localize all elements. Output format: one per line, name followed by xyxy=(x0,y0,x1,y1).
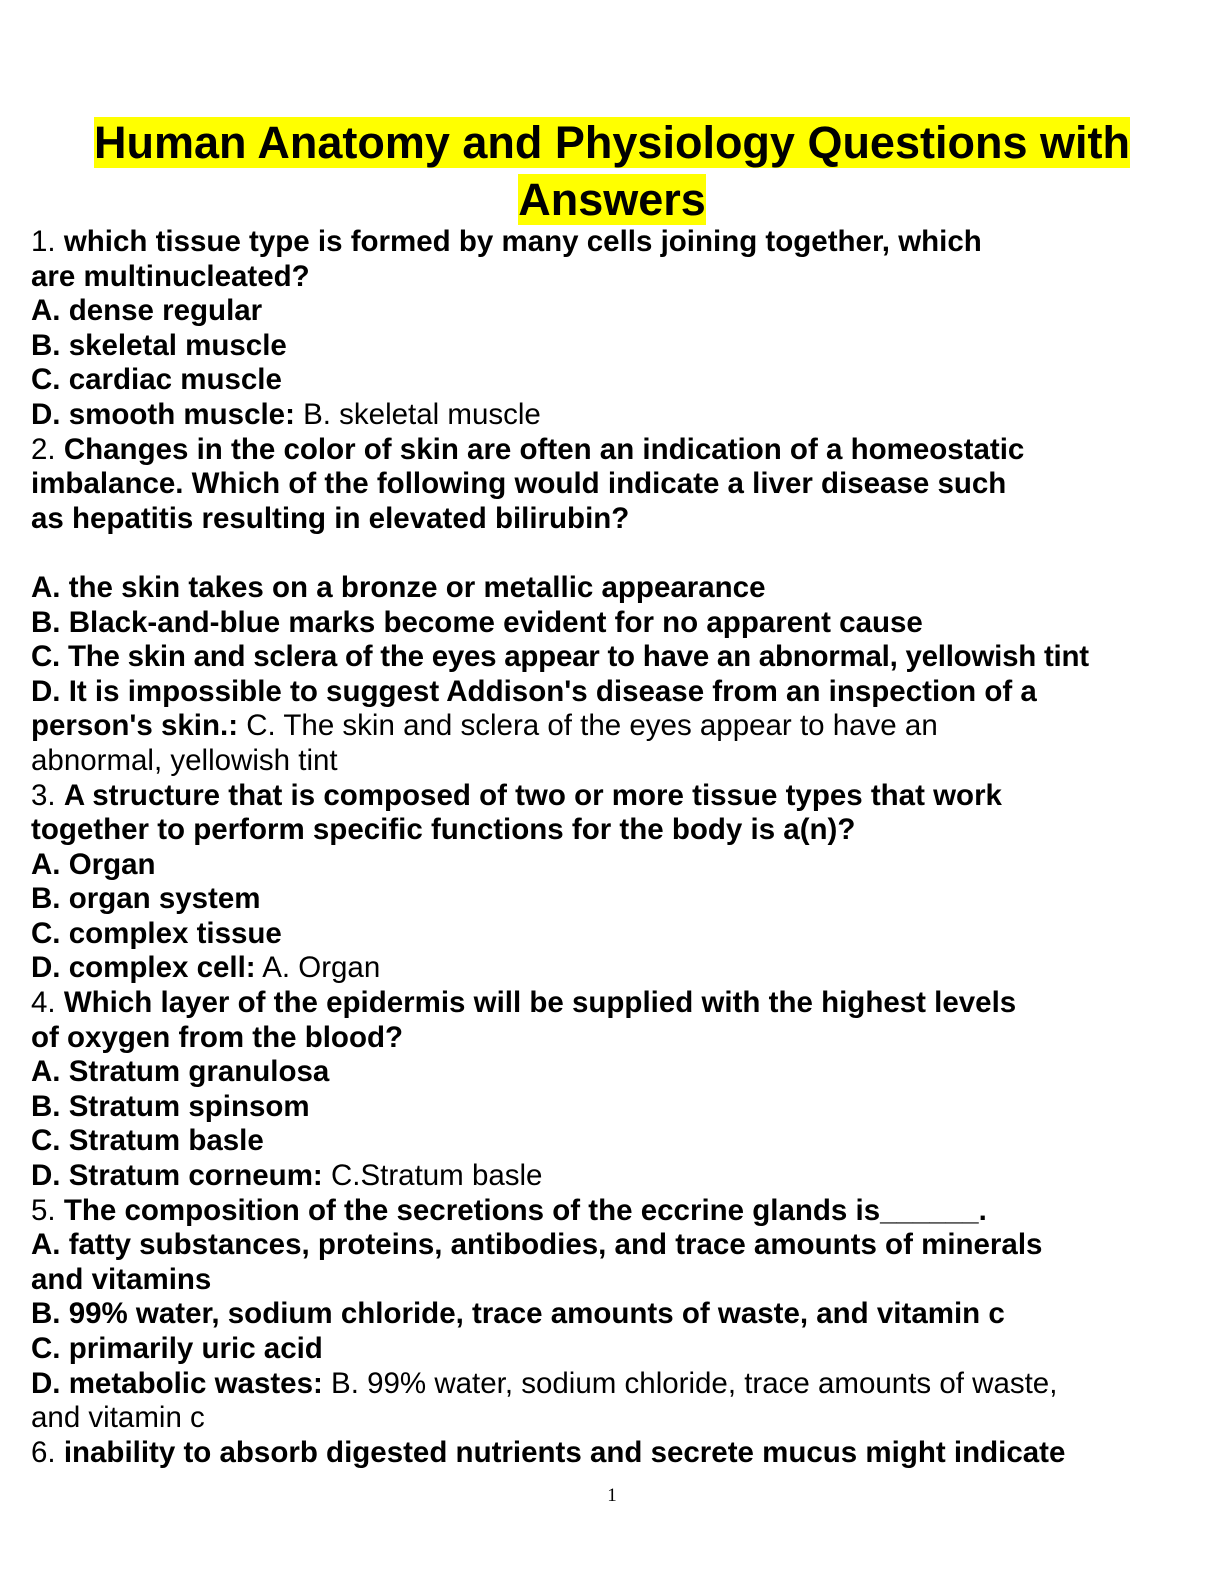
option-a-line-1: A. fatty substances, proteins, antibodies, and trace amounts of minerals xyxy=(31,1228,1043,1262)
question-text: Which layer of the epidermis will be supplied with the highest levels xyxy=(63,986,1017,1020)
question-1-line-2: are multinucleated? xyxy=(31,259,310,293)
question-text: inability to absorb digested nutrients and secrete mucus might indicate xyxy=(63,1435,1066,1469)
answer: C. The skin and sclera of the eyes appear to have an xyxy=(246,709,938,743)
document-title xyxy=(0,114,1224,228)
answer: B. 99% water, sodium chloride, trace amounts of waste, xyxy=(331,1366,1058,1400)
question-3-line-1 xyxy=(31,779,1201,814)
option-d-line-2: person's skin.: xyxy=(31,709,239,743)
option-d-with-answer xyxy=(31,1159,1201,1194)
question-text: Changes in the color of skin are often an indication of a homeostatic xyxy=(63,432,1025,466)
question-text: which tissue type is formed by many cells joining together, which xyxy=(63,225,982,258)
option-c: C. Stratum basle xyxy=(31,1124,264,1158)
question-number: 5. xyxy=(31,1193,56,1227)
question-number: 4. xyxy=(31,986,56,1020)
option-d-line-1: D. It is impossible to suggest Addison's disease from an inspection of a xyxy=(31,674,1037,708)
option-d: D. Stratum corneum: xyxy=(31,1159,323,1193)
question-number: 3. xyxy=(31,778,56,812)
option-d-with-answer xyxy=(31,1367,1201,1402)
question-text: A structure that is composed of two or more tissue types that work xyxy=(63,778,1002,812)
question-number: 6. xyxy=(31,1435,56,1469)
title-line-1: Human Anatomy and Physiology Questions with xyxy=(94,117,1130,168)
option-c: C. primarily uric acid xyxy=(31,1332,323,1365)
option-d: D. smooth muscle: xyxy=(31,397,295,431)
option-a: A. dense regular xyxy=(31,294,263,328)
option-c: C. The skin and sclera of the eyes appear to have an abnormal, yellowish tint xyxy=(31,640,1089,674)
option-c: C. complex tissue xyxy=(31,916,282,950)
option-b: B. organ system xyxy=(31,882,261,916)
answer-continued: and vitamin c xyxy=(31,1401,205,1435)
option-d: D. metabolic wastes: xyxy=(31,1366,323,1400)
question-6-line-1 xyxy=(31,1436,1201,1471)
option-b: B. 99% water, sodium chloride, trace amounts of waste, and vitamin c xyxy=(31,1297,1005,1331)
question-5-line-1 xyxy=(31,1194,1201,1229)
question-number: 2. xyxy=(31,432,56,466)
blank-line xyxy=(31,536,1201,571)
answer: A. Organ xyxy=(262,951,381,985)
answer-continued: abnormal, yellowish tint xyxy=(31,743,338,777)
option-a: A. the skin takes on a bronze or metallic appearance xyxy=(31,570,766,604)
title-line-2: Answers xyxy=(518,174,706,225)
option-a-line-2: and vitamins xyxy=(31,1262,212,1296)
option-a: A. Organ xyxy=(31,847,156,881)
question-4-line-2: of oxygen from the blood? xyxy=(31,1020,404,1054)
option-d: D. complex cell: xyxy=(31,951,256,985)
option-c: C. cardiac muscle xyxy=(31,363,282,397)
question-2-line-1 xyxy=(31,433,1201,468)
answer: C.Stratum basle xyxy=(330,1159,543,1193)
option-d-with-answer xyxy=(31,709,1201,744)
question-2-line-3: as hepatitis resulting in elevated bilirubin? xyxy=(31,501,630,535)
question-3-line-2: together to perform specific functions for the body is a(n)? xyxy=(31,813,856,847)
option-b: B. Black-and-blue marks become evident for no apparent cause xyxy=(31,605,923,639)
page-number: 1 xyxy=(607,1485,617,1506)
question-4-line-1 xyxy=(31,986,1201,1021)
option-b: B. skeletal muscle xyxy=(31,328,287,362)
question-1-line-1 xyxy=(31,225,1201,260)
option-d-with-answer xyxy=(31,951,1201,986)
option-a: A. Stratum granulosa xyxy=(31,1055,330,1089)
answer: B. skeletal muscle xyxy=(303,397,541,431)
option-b: B. Stratum spinsom xyxy=(31,1089,310,1123)
question-number: 1. xyxy=(31,225,56,258)
document-body xyxy=(31,225,1201,1470)
question-2-line-2: imbalance. Which of the following would indicate a liver disease such xyxy=(31,467,1007,501)
question-text: The composition of the secretions of the eccrine glands is______. xyxy=(63,1193,987,1227)
option-d-with-answer xyxy=(31,398,1201,433)
